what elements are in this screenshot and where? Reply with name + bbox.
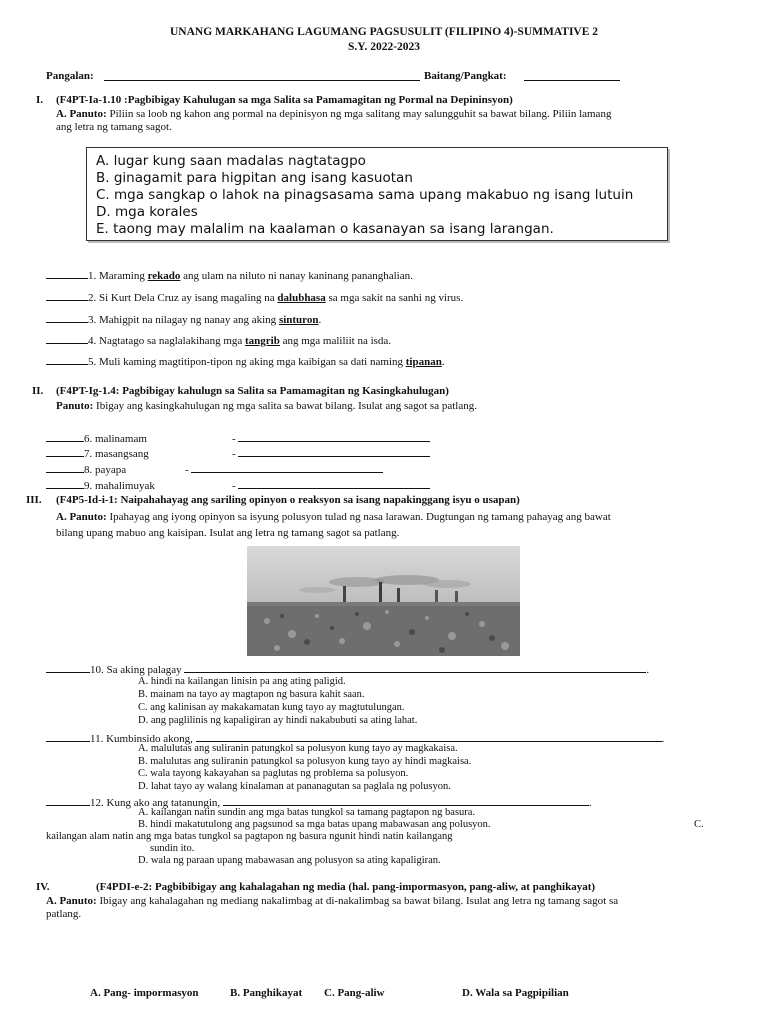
section-1-instructions-line2: ang letra ng tamang sagot. bbox=[56, 121, 172, 133]
footer-option-a: A. Pang- impormasyon bbox=[90, 987, 199, 999]
answer-blank-12[interactable] bbox=[46, 795, 90, 806]
answer-blank-9[interactable] bbox=[46, 478, 84, 489]
section-3-title: (F4P5-Id-i-1: Naipahahayag ang sariling opinyon o reaksyon sa isang napakinggang isyu o usapan) bbox=[56, 494, 520, 506]
item-4: 4. Nagtatago sa naglalakihang mga tangrib ang mga maliliit na isda. bbox=[46, 333, 391, 347]
option-12-c-letter: C. bbox=[694, 819, 704, 830]
answer-line-12[interactable] bbox=[223, 795, 589, 806]
section-3-label: A. Panuto: bbox=[56, 511, 107, 523]
section-4-label: A. Panuto: bbox=[46, 895, 97, 907]
option-11-c: C. wala tayong kakayahan sa paglutas ng problema sa polusyon. bbox=[138, 768, 409, 779]
option-12-b: B. hindi makatutulong ang pagsunod sa mga batas upang mabawasan ang polusyon. bbox=[138, 819, 491, 830]
name-label: Pangalan: bbox=[46, 70, 94, 82]
answer-line-7[interactable] bbox=[238, 446, 430, 457]
choice-d: D. mga korales bbox=[96, 204, 198, 220]
answer-line-10[interactable] bbox=[184, 662, 646, 673]
pollution-landscape-photo bbox=[247, 546, 520, 656]
item-3: 3. Mahigpit na nilagay ng nanay ang aking sinturon. bbox=[46, 312, 321, 326]
option-12-c: kailangan alam natin ang mga batas tungkol sa pagtapon ng basura ngunit hindi natin kailangang bbox=[46, 831, 453, 842]
section-4-instructions: A. Panuto: Ibigay ang kahalagahan ng mediang nakalimbag at di-nakalimbag sa bawat bilang. Isulat ang letra ng tamang sagot sa patlang. bbox=[46, 895, 619, 920]
item-7: 7. masangsang bbox=[46, 446, 149, 460]
answer-blank-6[interactable] bbox=[46, 431, 84, 442]
option-10-b: B. mainam na tayo ay magtapon ng basura kahit saan. bbox=[138, 689, 365, 700]
underlined-word: rekado bbox=[147, 270, 181, 282]
footer-option-c: C. Pang-aliw bbox=[324, 987, 385, 999]
item-7-line: - bbox=[232, 446, 430, 460]
option-10-c: C. ang kalinisan ay makakamatan kung tayo ay magtutulungan. bbox=[138, 702, 405, 713]
answer-blank-4[interactable] bbox=[46, 333, 88, 344]
choice-c: C. mga sangkap o lahok na pinagsasama sama upang makabuo ng isang lutuin bbox=[96, 187, 634, 203]
item-8: 8. payapa bbox=[46, 462, 126, 476]
item-8-line: - bbox=[185, 462, 383, 476]
section-2-label: Panuto: bbox=[56, 400, 94, 412]
section-1-instructions-line1: Piliin sa loob ng kahon ang pormal na depinisyon ng mga salitang may salungguhit sa bawat bilang. Piliin lamang bbox=[109, 108, 612, 120]
underlined-word: tangrib bbox=[245, 335, 280, 347]
answer-blank-10[interactable] bbox=[46, 662, 90, 673]
underlined-word: tipanan bbox=[405, 356, 442, 368]
item-9-line: - bbox=[232, 478, 430, 492]
choice-b: B. ginagamit para higpitan ang isang kasuotan bbox=[96, 170, 413, 186]
answer-line-11[interactable] bbox=[196, 731, 662, 742]
section-1-instructions bbox=[56, 108, 726, 134]
section-1-label: A. Panuto: bbox=[56, 108, 107, 120]
option-10-a: A. hindi na kailangan linisin pa ang ating paligid. bbox=[138, 676, 346, 687]
option-11-a: A. malulutas ang suliranin patungkol sa polusyon kung tayo ay magkakaisa. bbox=[138, 743, 458, 754]
section-4-number: IV. bbox=[36, 881, 50, 893]
question-11: 11. Kumbinsido akong, . bbox=[46, 731, 664, 745]
answer-blank-11[interactable] bbox=[46, 731, 90, 742]
grade-label: Baitang/Pangkat: bbox=[424, 70, 507, 82]
question-10-options bbox=[138, 675, 417, 727]
answer-line-6[interactable] bbox=[238, 431, 430, 442]
option-10-d: D. ang paglilinis ng kapaligiran ay hindi nakabubuti sa ating lahat. bbox=[138, 715, 418, 726]
section-4-title: (F4PDI-e-2: Pagbibibigay ang kahalagahan ng media (hal. pang-impormasyon, pang-aliw, at panghikayat) bbox=[96, 881, 596, 893]
item-6: 6. malinamam bbox=[46, 431, 147, 445]
name-field[interactable] bbox=[104, 70, 420, 81]
page-title: UNANG MARKAHANG LAGUMANG PAGSUSULIT (FILIPINO 4)-SUMMATIVE 2 bbox=[169, 26, 599, 38]
footer-option-b: B. Panghikayat bbox=[230, 987, 303, 999]
section-2-number: II. bbox=[32, 385, 44, 397]
section-1-title: (F4PT-Ia-1.10 :Pagbibigay Kahulugan sa mga Salita sa Pamamagitan ng Pormal na Depininsyon) bbox=[56, 94, 513, 106]
grade-field[interactable] bbox=[524, 70, 620, 81]
school-year: S.Y. 2022-2023 bbox=[347, 41, 421, 53]
pollution-scene bbox=[247, 546, 520, 656]
section-3-number: III. bbox=[26, 494, 42, 506]
answer-blank-5[interactable] bbox=[46, 354, 88, 365]
answer-blank-1[interactable] bbox=[46, 268, 88, 279]
choice-e: E. taong may malalim na kaalaman o kasanayan sa isang larangan. bbox=[96, 221, 554, 237]
item-2: 2. Si Kurt Dela Cruz ay isang magaling na dalubhasa sa mga sakit na sanhi ng virus. bbox=[46, 290, 463, 304]
footer-option-d: D. Wala sa Pagpipilian bbox=[462, 987, 569, 999]
option-12-a: A. kailangan natin sundin ang mga batas tungkol sa tamang pagtapon ng basura. bbox=[138, 807, 476, 818]
item-6-line: - bbox=[232, 431, 430, 445]
section-1-number: I. bbox=[36, 94, 44, 106]
choices-box bbox=[86, 147, 668, 241]
question-11-options bbox=[138, 743, 471, 793]
question-10: 10. Sa aking palagay . bbox=[46, 662, 649, 676]
option-11-d: D. lahat tayo ay walang kinalaman at pananagutan sa paglala ng polusyon. bbox=[138, 780, 451, 792]
answer-blank-3[interactable] bbox=[46, 312, 88, 323]
section-2-title: (F4PT-Ig-1.4: Pagbibigay kahulugn sa Salita sa Pamamagitan ng Kasingkahulugan) bbox=[56, 385, 449, 397]
option-12-d: D. wala ng paraan upang mabawasan ang polusyon sa ating kapaligiran. bbox=[138, 855, 441, 866]
option-12-c-cont: sundin ito. bbox=[150, 843, 195, 854]
section-2-instructions: Panuto: Ibigay ang kasingkahulugan ng mga salita sa bawat bilang. Isulat ang sagot sa patlang. bbox=[56, 400, 477, 412]
item-1: 1. Maraming rekado ang ulam na niluto ni nanay kaninang pananghalian. bbox=[46, 268, 413, 282]
item-5: 5. Muli kaming magtitipon-tipon ng aking mga kaibigan sa dati naming tipanan. bbox=[46, 354, 445, 368]
underlined-word: sinturon bbox=[278, 314, 319, 326]
answer-line-9[interactable] bbox=[238, 478, 430, 489]
question-12: 12. Kung ako ang tatanungin, . bbox=[46, 795, 592, 809]
choice-a: A. lugar kung saan madalas nagtatagpo bbox=[96, 153, 366, 169]
option-11-b: B. malulutas ang suliranin patungkol sa polusyon kung tayo ay hindi magkaisa. bbox=[138, 755, 472, 767]
answer-line-8[interactable] bbox=[191, 462, 383, 473]
answer-blank-7[interactable] bbox=[46, 446, 84, 457]
item-9: 9. mahalimuyak bbox=[46, 478, 155, 492]
answer-blank-8[interactable] bbox=[46, 462, 84, 473]
underlined-word: dalubhasa bbox=[277, 292, 326, 304]
section-3-instructions: A. Panuto: Ipahayag ang iyong opinyon sa isyung polusyon tulad ng nasa larawan. Dugtungan ng tamang pahayag ang bawat bilang upang mabuo ang kaisipan. Isulat ang letra ng tamang sagot sa patlang. bbox=[56, 511, 611, 539]
answer-blank-2[interactable] bbox=[46, 290, 88, 301]
